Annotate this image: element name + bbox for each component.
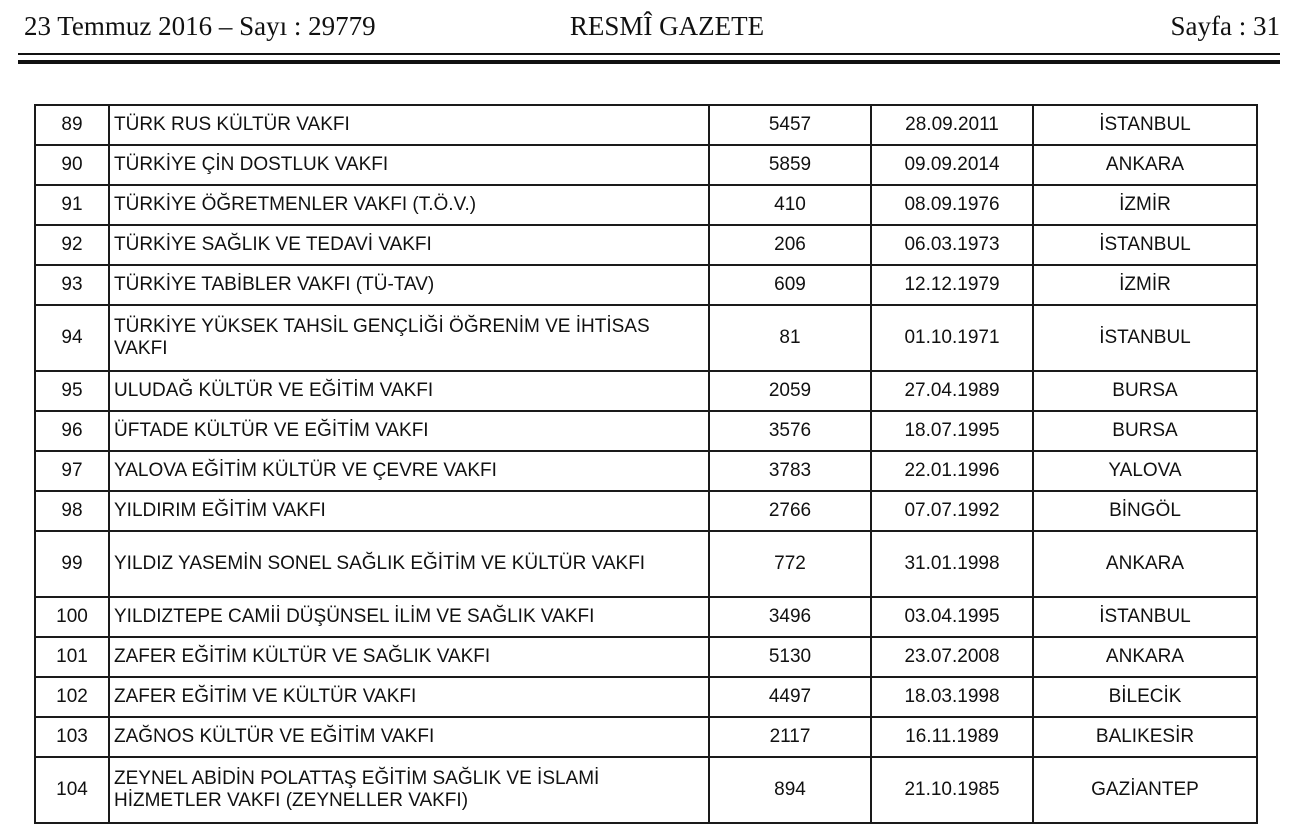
row-number: 93 xyxy=(35,265,109,305)
registry-date: 06.03.1973 xyxy=(871,225,1033,265)
row-number: 98 xyxy=(35,491,109,531)
registry-date: 08.09.1976 xyxy=(871,185,1033,225)
table-row xyxy=(35,451,1257,491)
table-row xyxy=(35,145,1257,185)
city: ANKARA xyxy=(1033,637,1257,677)
row-number: 99 xyxy=(35,531,109,597)
city: İSTANBUL xyxy=(1033,225,1257,265)
foundation-name: ULUDAĞ KÜLTÜR VE EĞİTİM VAKFI xyxy=(109,371,709,411)
foundation-table xyxy=(34,104,1258,824)
row-number: 100 xyxy=(35,597,109,637)
table-row xyxy=(35,637,1257,677)
foundation-name: ZAFER EĞİTİM VE KÜLTÜR VAKFI xyxy=(109,677,709,717)
foundation-name: TÜRKİYE YÜKSEK TAHSİL GENÇLİĞİ ÖĞRENİM VE İHTİSAS VAKFI xyxy=(109,305,709,371)
row-number: 101 xyxy=(35,637,109,677)
table-row xyxy=(35,105,1257,145)
table-row xyxy=(35,597,1257,637)
registry-date: 16.11.1989 xyxy=(871,717,1033,757)
row-number: 103 xyxy=(35,717,109,757)
registry-date: 31.01.1998 xyxy=(871,531,1033,597)
foundation-name: YALOVA EĞİTİM KÜLTÜR VE ÇEVRE VAKFI xyxy=(109,451,709,491)
row-number: 97 xyxy=(35,451,109,491)
table-row xyxy=(35,531,1257,597)
page-number: Sayfa : 31 xyxy=(1170,11,1280,41)
city: YALOVA xyxy=(1033,451,1257,491)
table-row xyxy=(35,411,1257,451)
city: BALIKESİR xyxy=(1033,717,1257,757)
registry-number: 2117 xyxy=(709,717,871,757)
registry-date: 18.07.1995 xyxy=(871,411,1033,451)
city: ANKARA xyxy=(1033,145,1257,185)
table-row xyxy=(35,717,1257,757)
table-row xyxy=(35,305,1257,371)
row-number: 96 xyxy=(35,411,109,451)
registry-number: 206 xyxy=(709,225,871,265)
row-number: 94 xyxy=(35,305,109,371)
foundation-name: YILDIRIM EĞİTİM VAKFI xyxy=(109,491,709,531)
publication-title: RESMÎ GAZETE xyxy=(569,11,765,41)
city: İSTANBUL xyxy=(1033,105,1257,145)
registry-number: 2766 xyxy=(709,491,871,531)
registry-number: 4497 xyxy=(709,677,871,717)
registry-number: 894 xyxy=(709,757,871,823)
table-row xyxy=(35,185,1257,225)
registry-date: 01.10.1971 xyxy=(871,305,1033,371)
foundation-name: ZEYNEL ABİDİN POLATTAŞ EĞİTİM SAĞLIK VE İSLAMİ HİZMETLER VAKFI (ZEYNELLER VAKFI) xyxy=(109,757,709,823)
foundation-name: TÜRKİYE ÖĞRETMENLER VAKFI (T.Ö.V.) xyxy=(109,185,709,225)
registry-number: 609 xyxy=(709,265,871,305)
row-number: 92 xyxy=(35,225,109,265)
registry-number: 5859 xyxy=(709,145,871,185)
city: ANKARA xyxy=(1033,531,1257,597)
foundation-name: YILDIZTEPE CAMİİ DÜŞÜNSEL İLİM VE SAĞLIK VAKFI xyxy=(109,597,709,637)
registry-number: 3576 xyxy=(709,411,871,451)
registry-date: 09.09.2014 xyxy=(871,145,1033,185)
registry-number: 81 xyxy=(709,305,871,371)
row-number: 91 xyxy=(35,185,109,225)
foundation-name: TÜRK RUS KÜLTÜR VAKFI xyxy=(109,105,709,145)
city: BURSA xyxy=(1033,371,1257,411)
table-row xyxy=(35,491,1257,531)
city: GAZİANTEP xyxy=(1033,757,1257,823)
foundation-name: TÜRKİYE TABİBLER VAKFI (TÜ-TAV) xyxy=(109,265,709,305)
table-row xyxy=(35,677,1257,717)
registry-date: 22.01.1996 xyxy=(871,451,1033,491)
page-header xyxy=(24,6,1280,46)
registry-number: 2059 xyxy=(709,371,871,411)
foundation-name: TÜRKİYE SAĞLIK VE TEDAVİ VAKFI xyxy=(109,225,709,265)
city: İZMİR xyxy=(1033,185,1257,225)
foundation-name: ZAFER EĞİTİM KÜLTÜR VE SAĞLIK VAKFI xyxy=(109,637,709,677)
row-number: 102 xyxy=(35,677,109,717)
registry-number: 5130 xyxy=(709,637,871,677)
table-row xyxy=(35,757,1257,823)
registry-date: 03.04.1995 xyxy=(871,597,1033,637)
issue-date-number: 23 Temmuz 2016 – Sayı : 29779 xyxy=(24,11,376,41)
registry-date: 27.04.1989 xyxy=(871,371,1033,411)
registry-date: 28.09.2011 xyxy=(871,105,1033,145)
city: BİLECİK xyxy=(1033,677,1257,717)
registry-date: 21.10.1985 xyxy=(871,757,1033,823)
header-divider-thick xyxy=(18,60,1280,64)
row-number: 95 xyxy=(35,371,109,411)
city: İSTANBUL xyxy=(1033,597,1257,637)
registry-date: 18.03.1998 xyxy=(871,677,1033,717)
row-number: 89 xyxy=(35,105,109,145)
table-row xyxy=(35,265,1257,305)
header-divider-thin xyxy=(18,53,1280,55)
city: İZMİR xyxy=(1033,265,1257,305)
row-number: 90 xyxy=(35,145,109,185)
registry-date: 23.07.2008 xyxy=(871,637,1033,677)
registry-number: 3783 xyxy=(709,451,871,491)
city: BURSA xyxy=(1033,411,1257,451)
city: BİNGÖL xyxy=(1033,491,1257,531)
registry-number: 410 xyxy=(709,185,871,225)
registry-date: 12.12.1979 xyxy=(871,265,1033,305)
registry-number: 772 xyxy=(709,531,871,597)
foundation-name: TÜRKİYE ÇİN DOSTLUK VAKFI xyxy=(109,145,709,185)
foundation-name: YILDIZ YASEMİN SONEL SAĞLIK EĞİTİM VE KÜLTÜR VAKFI xyxy=(109,531,709,597)
foundation-name: ÜFTADE KÜLTÜR VE EĞİTİM VAKFI xyxy=(109,411,709,451)
registry-number: 5457 xyxy=(709,105,871,145)
registry-date: 07.07.1992 xyxy=(871,491,1033,531)
table-row xyxy=(35,371,1257,411)
row-number: 104 xyxy=(35,757,109,823)
foundation-name: ZAĞNOS KÜLTÜR VE EĞİTİM VAKFI xyxy=(109,717,709,757)
registry-number: 3496 xyxy=(709,597,871,637)
table-row xyxy=(35,225,1257,265)
city: İSTANBUL xyxy=(1033,305,1257,371)
